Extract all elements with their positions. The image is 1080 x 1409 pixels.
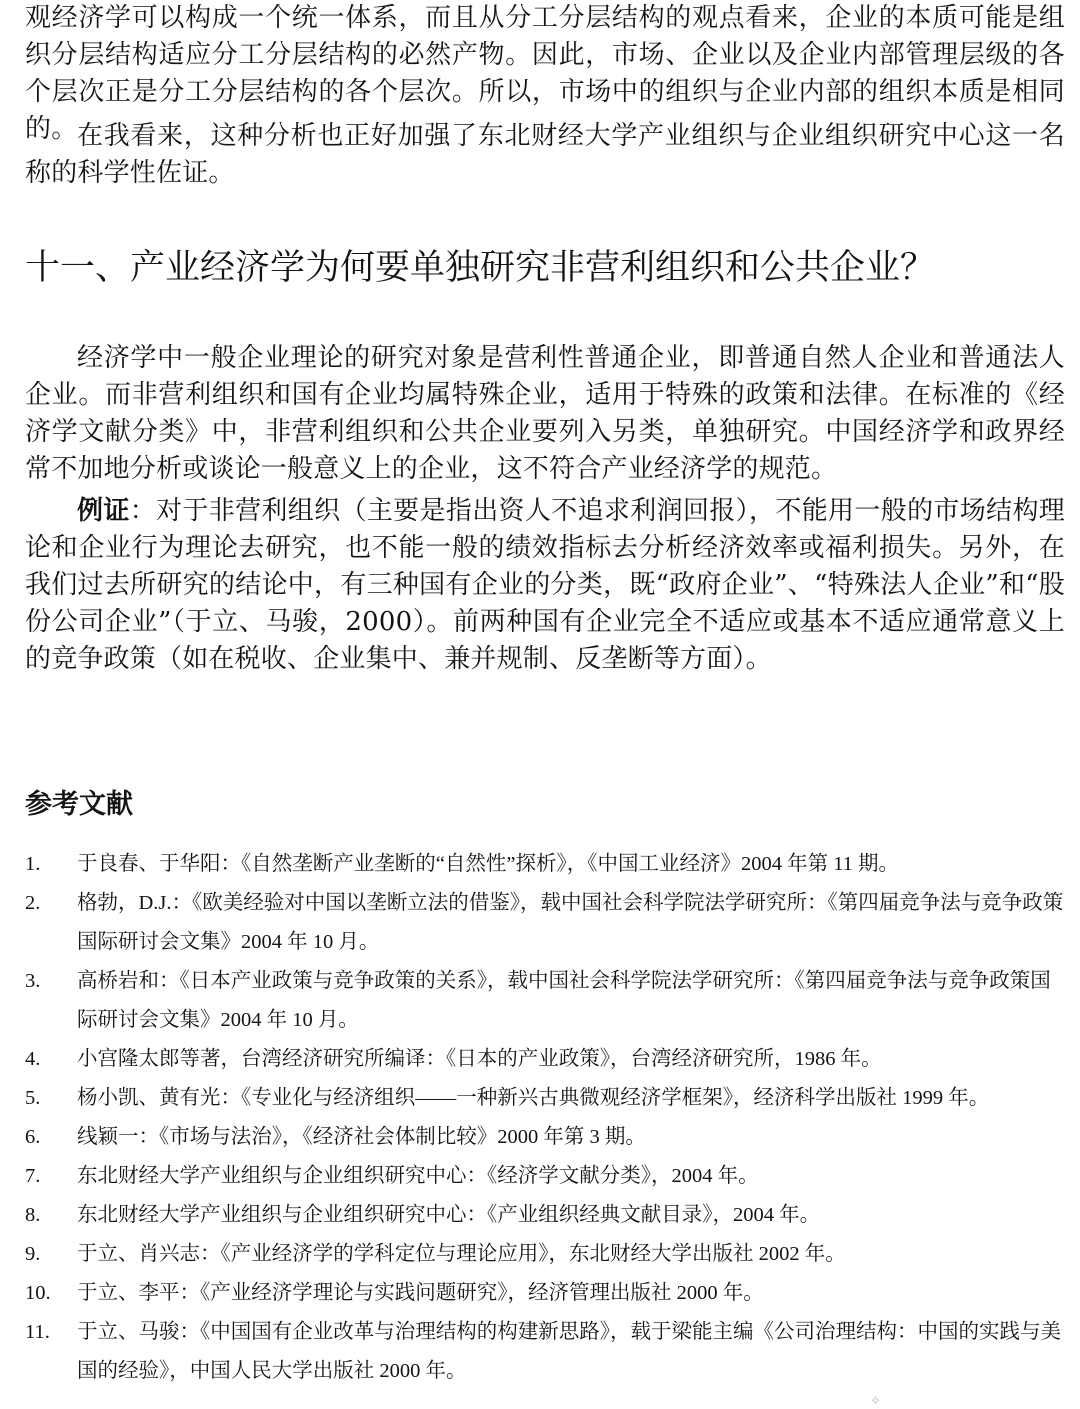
example-label: 例证 xyxy=(77,496,130,526)
example-text: ：对于非营利组织（主要是指出资人不追求利润回报），不能用一般的市场结构理论和企业行为理论去研究，也不能一般的绩效指标去分析经济效率或福利损失。另外，在我们过去所研究的结论中，有三种国有企业的分类，既“政府企业”、“特殊法人企业”和“股份公司企业”（于立、马骏，2000）。前两种国有企业完全不适应或基本不适应通常意义上的竞争政策（如在税收、企业集中、兼并规制、反垄断等方面）。 xyxy=(25,496,1066,674)
reference-number: 10. xyxy=(25,1282,51,1304)
reference-item xyxy=(0,1118,1080,1157)
reference-text: 线颖一：《市场与法治》，《经济社会体制比较》2000 年第 3 期。 xyxy=(77,1126,646,1148)
reference-item xyxy=(0,845,1080,884)
reference-text: 东北财经大学产业组织与企业组织研究中心：《经济学文献分类》，2004 年。 xyxy=(77,1165,759,1187)
reference-item xyxy=(0,1157,1080,1196)
reference-item xyxy=(0,1079,1080,1118)
body-paragraph: 经济学中一般企业理论的研究对象是营利性普通企业，即普通自然人企业和普通法人企业。而非营利组织和国有企业均属特殊企业，适用于特殊的政策和法律。在标准的《经济学文献分类》中，非营利组织和公共企业要列入另类，单独研究。中国经济学和政界经常不加地分析或谈论一般意义上的企业，这不符合产业经济学的规范。 xyxy=(25,343,1065,484)
example-paragraph xyxy=(25,493,1065,678)
reference-item xyxy=(0,1274,1080,1313)
reference-number: 1. xyxy=(25,853,41,875)
reference-number: 9. xyxy=(25,1243,41,1265)
section-title: 十一、产业经济学为何要单独研究非营利组织和公共企业？ xyxy=(25,248,936,288)
intro-paragraph: 观经济学可以构成一个统一体系，而且从分工分层结构的观点看来，企业的本质可能是组织分层结构适应分工分层结构的必然产物。因此，市场、企业以及企业内部管理层级的各个层次正是分工分层结构的各个层次。所以，市场中的组织与企业内部的组织本质是相同的。 xyxy=(25,3,1065,144)
watermark-mark: ✧ xyxy=(870,1394,881,1409)
reference-text: 于立、李平：《产业经济学理论与实践问题研究》，经济管理出版社 2000 年。 xyxy=(77,1282,764,1304)
reference-number: 11. xyxy=(25,1321,50,1343)
reference-number: 7. xyxy=(25,1165,41,1187)
reference-number: 5. xyxy=(25,1087,41,1109)
reference-item xyxy=(0,1196,1080,1235)
reference-text: 于立、肖兴志：《产业经济学的学科定位与理论应用》，东北财经大学出版社 2002 年。 xyxy=(77,1243,846,1265)
reference-item xyxy=(0,1040,1080,1079)
reference-text: 东北财经大学产业组织与企业组织研究中心：《产业组织经典文献目录》，2004 年。 xyxy=(77,1204,821,1226)
reference-text: 小宫隆太郎等著，台湾经济研究所编译：《日本的产业政策》，台湾经济研究所，1986 年。 xyxy=(77,1048,882,1070)
reference-item xyxy=(0,962,1080,1040)
note-paragraph: 在我看来，这种分析也正好加强了东北财经大学产业组织与企业组织研究中心这一名称的科学性佐证。 xyxy=(25,121,1065,188)
reference-number: 4. xyxy=(25,1048,41,1070)
reference-number: 3. xyxy=(25,970,41,992)
reference-number: 6. xyxy=(25,1126,41,1148)
references-title: 参考文献 xyxy=(25,789,133,820)
reference-item xyxy=(0,1313,1080,1391)
reference-number: 8. xyxy=(25,1204,41,1226)
reference-number: 2. xyxy=(25,892,41,914)
reference-text: 格勃，D.J.：《欧美经验对中国以垄断立法的借鉴》，载中国社会科学院法学研究所：《第四届竞争法与竞争政策国际研讨会文集》2004 年 10 月。 xyxy=(77,892,1064,953)
references-list xyxy=(0,845,1080,1391)
reference-item xyxy=(0,884,1080,962)
reference-text: 杨小凯、黄有光：《专业化与经济组织——一种新兴古典微观经济学框架》，经济科学出版社 1999 年。 xyxy=(77,1087,990,1109)
reference-text: 于立、马骏：《中国国有企业改革与治理结构的构建新思路》，载于梁能主编《公司治理结构：中国的实践与美国的经验》，中国人民大学出版社 2000 年。 xyxy=(77,1321,1061,1382)
reference-item xyxy=(0,1235,1080,1274)
reference-text: 高桥岩和：《日本产业政策与竞争政策的关系》，载中国社会科学院法学研究所：《第四届竞争法与竞争政策国际研讨会文集》2004 年 10 月。 xyxy=(77,970,1051,1031)
reference-text: 于良春、于华阳：《自然垄断产业垄断的“自然性”探析》，《中国工业经济》2004 年第 11 期。 xyxy=(77,853,900,875)
